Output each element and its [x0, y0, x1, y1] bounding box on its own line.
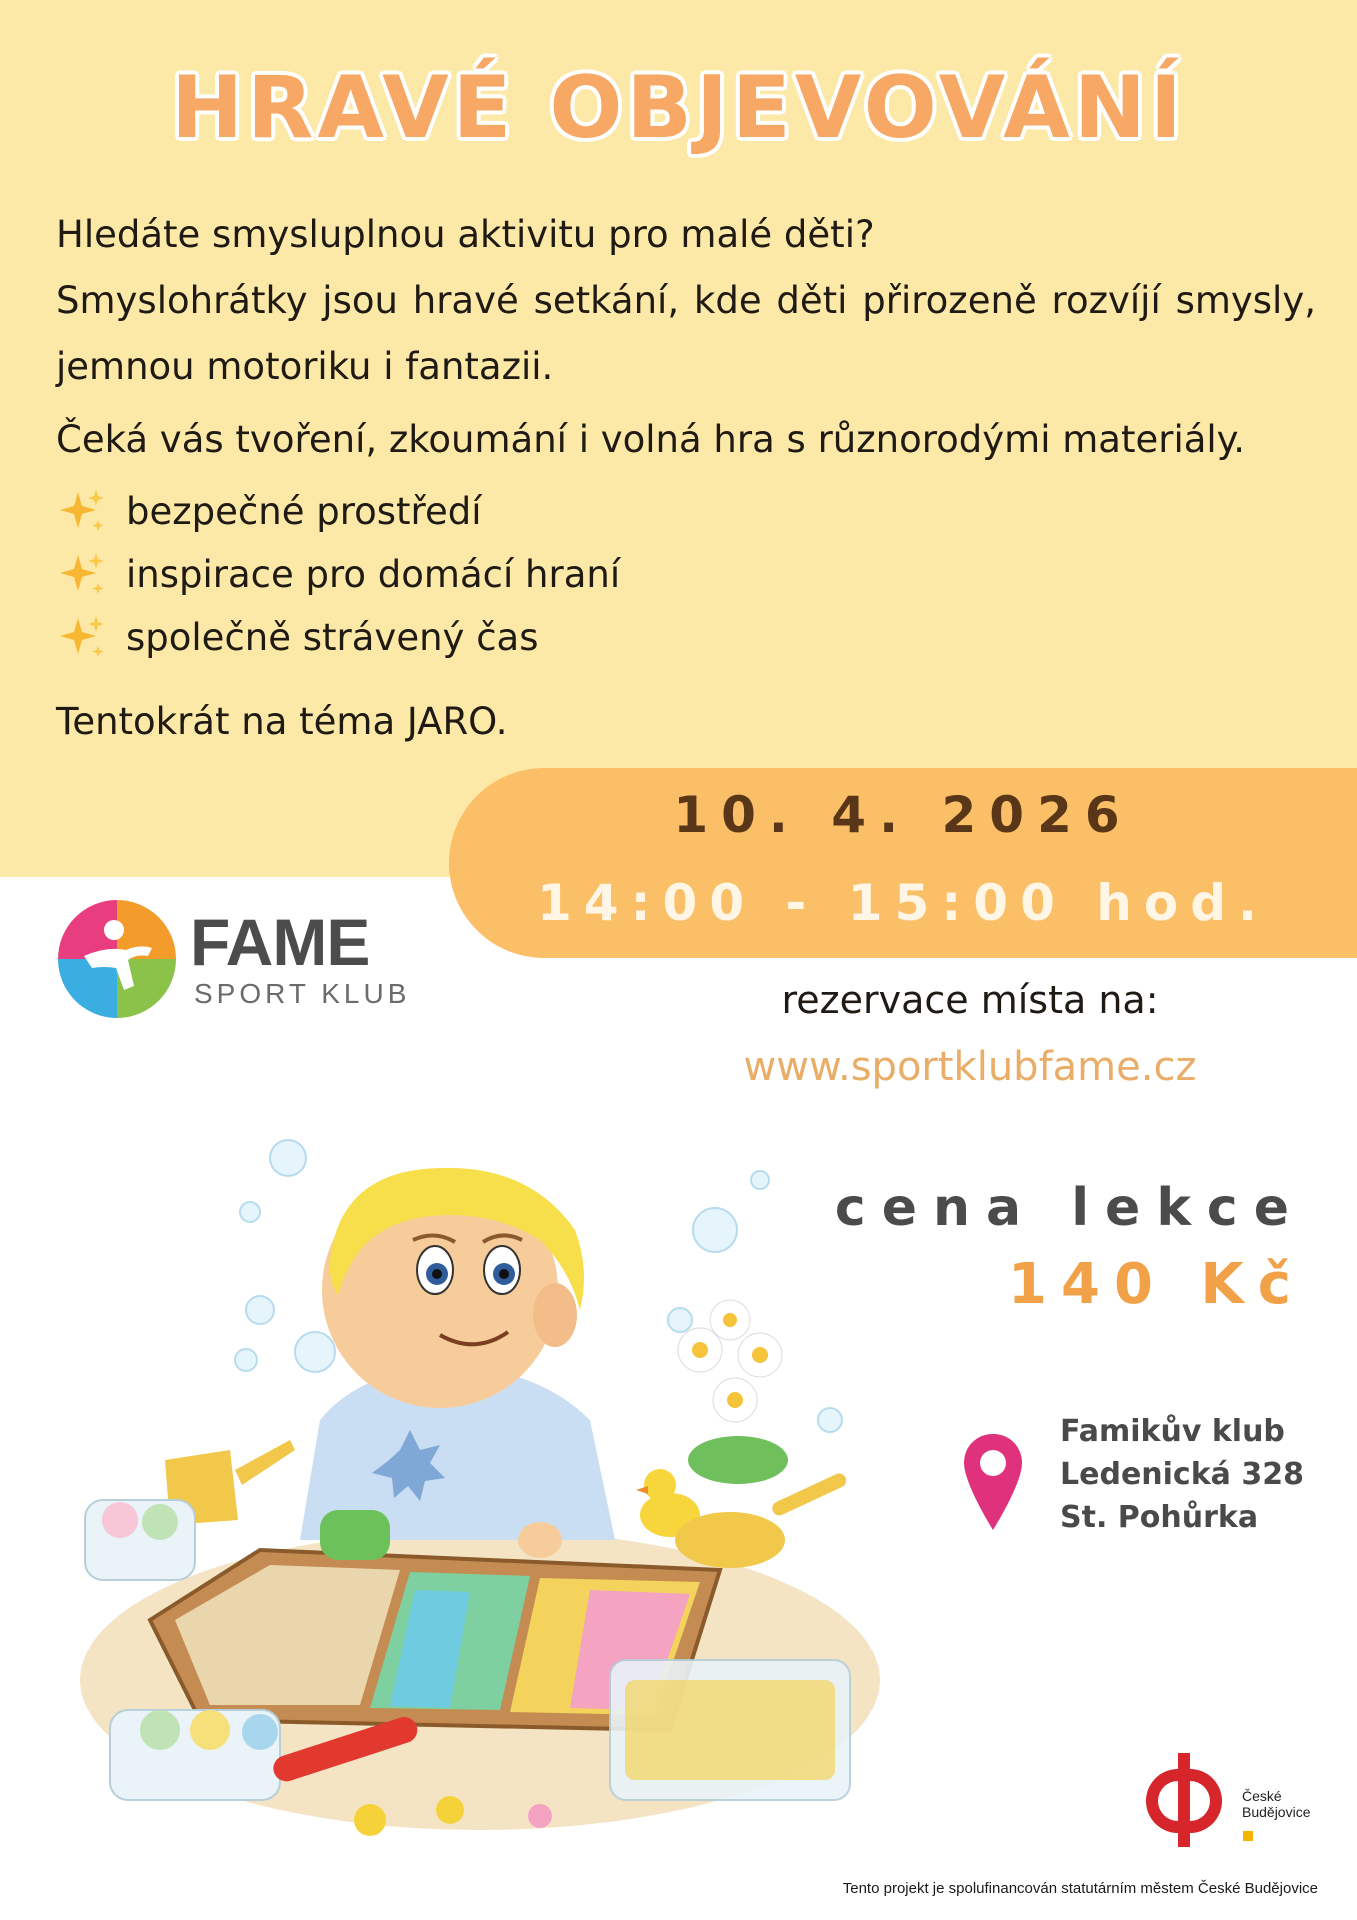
sponsor-line-2: Budějovice	[1242, 1804, 1311, 1820]
event-time: 14:00 - 15:00 hod.	[536, 874, 1269, 932]
price-label: cena lekce	[834, 1178, 1305, 1238]
map-pin-icon	[962, 1432, 1024, 1532]
activity-text: Čeká vás tvoření, zkoumání i volná hra s různorodými materiály.	[56, 418, 1246, 461]
fame-logo-mark	[56, 898, 178, 1020]
reservation-label: rezervace místa na:	[781, 978, 1159, 1022]
sparkles-icon	[56, 612, 108, 664]
intro-text	[56, 202, 1316, 400]
ceske-budejovice-text	[1242, 1788, 1311, 1820]
benefits-list	[56, 480, 620, 669]
location-district: St. Pohůrka	[1060, 1500, 1259, 1535]
logo-subtitle: SPORT KLUB	[194, 978, 411, 1009]
page-title: HRAVÉ OBJEVOVÁNÍ	[171, 58, 1186, 158]
location-street: Ledenická 328	[1060, 1457, 1304, 1492]
location-name: Famikův klub	[1060, 1414, 1285, 1449]
event-date: 10. 4. 2026	[673, 786, 1133, 844]
sparkles-icon	[56, 549, 108, 601]
price-value: 140 Kč	[1008, 1252, 1305, 1317]
website-link[interactable]: www.sportklubfame.cz	[743, 1044, 1197, 1090]
sponsor-line-1: České	[1242, 1788, 1282, 1804]
intro-question: Hledáte smysluplnou aktivitu pro malé děti?	[56, 213, 875, 256]
list-item	[56, 606, 620, 669]
bullet-text: bezpečné prostředí	[126, 490, 482, 533]
bullet-text: společně strávený čas	[126, 616, 539, 659]
theme-text: Tentokrát na téma JARO.	[56, 700, 508, 743]
fame-logo	[56, 898, 416, 1023]
funding-footer: Tento projekt je spolufinancován statutárním městem České Budějovice	[842, 1880, 1318, 1897]
bullet-text: inspirace pro domácí hraní	[126, 553, 621, 596]
location-address	[1060, 1410, 1304, 1539]
sparkles-icon	[56, 486, 108, 538]
list-item	[56, 480, 620, 543]
child-playing-illustration	[70, 1120, 890, 1840]
intro-description: Smyslohrátky jsou hravé setkání, kde děti přirozeně rozvíjí smysly, jemnou motoriku i fantazii.	[56, 279, 1316, 388]
list-item	[56, 543, 620, 606]
logo-wordmark: FAME	[190, 905, 370, 979]
